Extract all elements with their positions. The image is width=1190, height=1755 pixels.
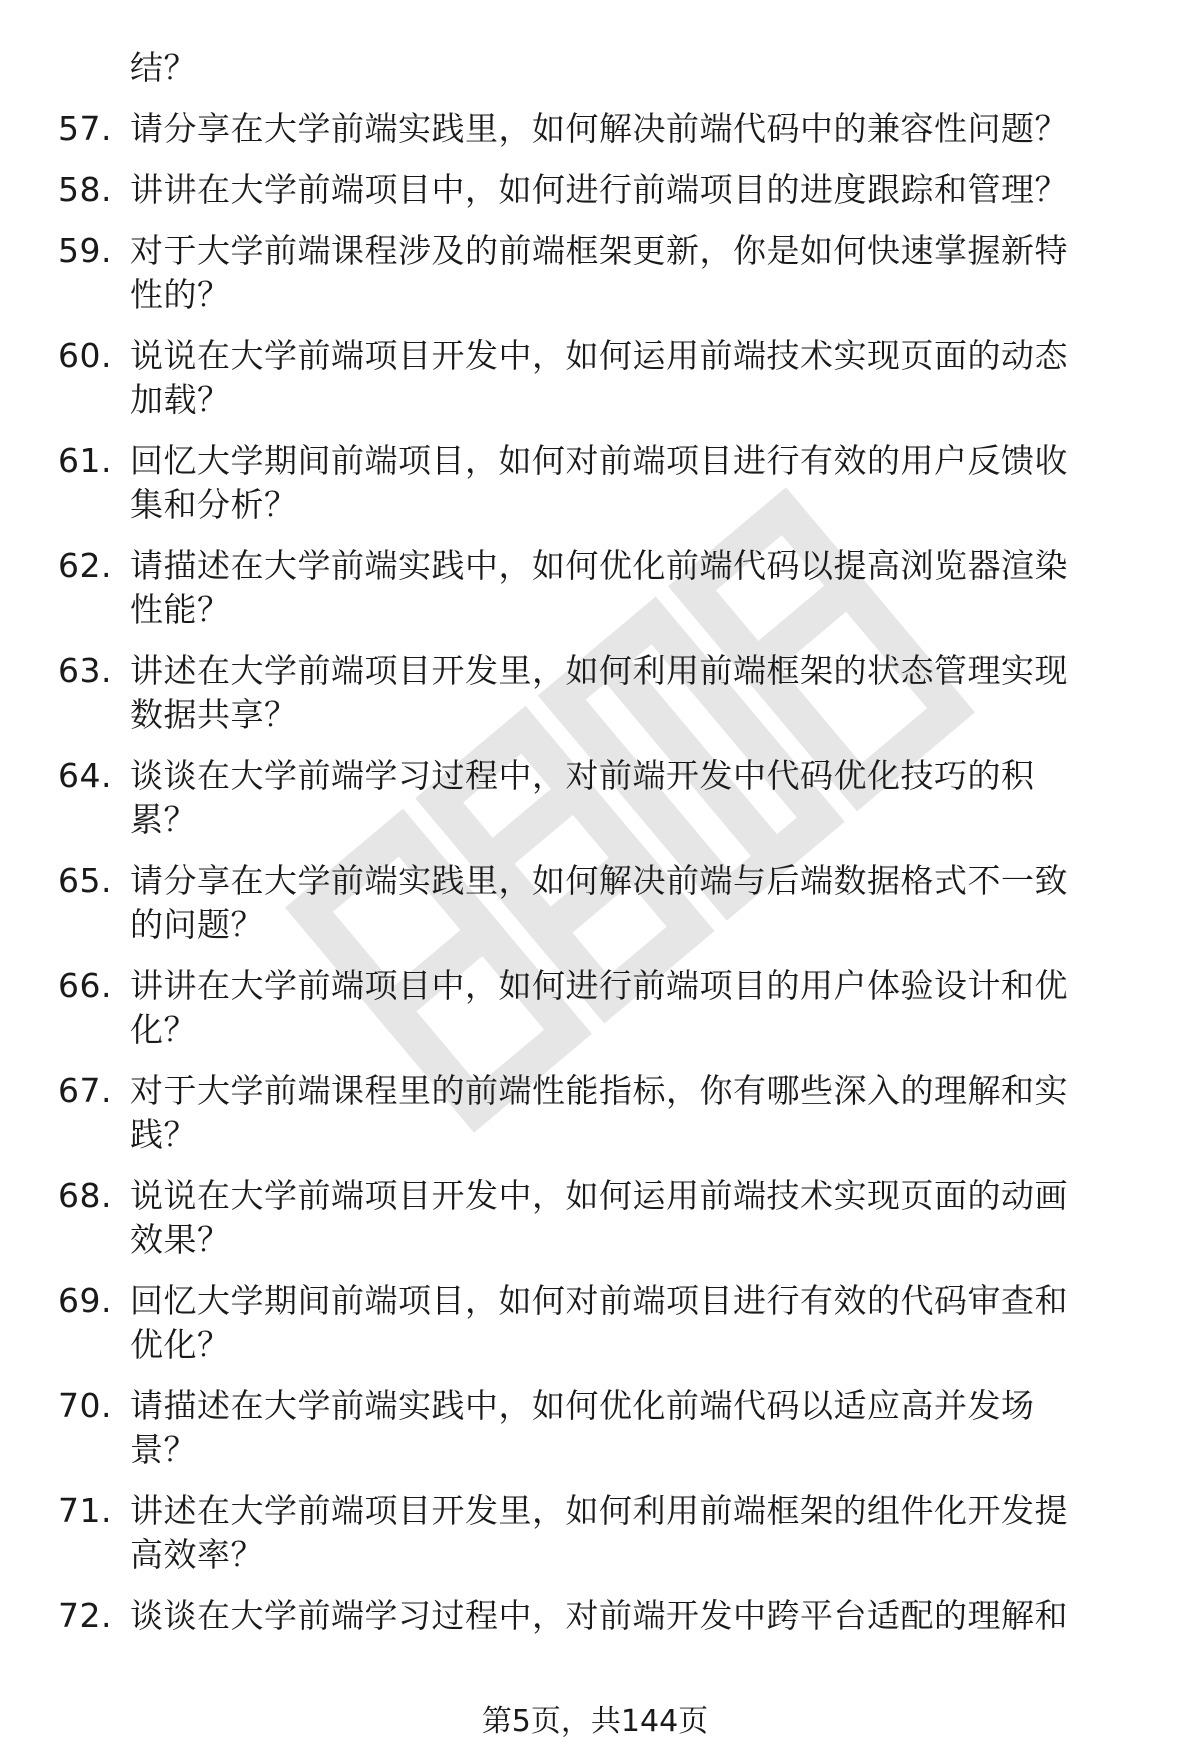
question-number: 63. xyxy=(58,651,112,690)
question-number: 64. xyxy=(58,756,112,795)
list-item xyxy=(0,334,1190,422)
list-item xyxy=(0,964,1190,1052)
question-text: 对于大学前端课程涉及的前端框架更新，你是如何快速掌握新特 性的？ xyxy=(130,231,1068,314)
question-number: 67. xyxy=(58,1071,112,1110)
question-number: 72. xyxy=(58,1596,112,1635)
question-text: 说说在大学前端项目开发中，如何运用前端技术实现页面的动态 加载？ xyxy=(130,336,1068,419)
question-text: 讲述在大学前端项目开发里，如何利用前端框架的组件化开发提 高效率？ xyxy=(130,1491,1068,1574)
list-item xyxy=(0,754,1190,842)
question-text: 请描述在大学前端实践中，如何优化前端代码以适应高并发场 景？ xyxy=(130,1386,1035,1469)
list-item xyxy=(0,229,1190,317)
page-number-footer: 第5页，共144页 xyxy=(481,1704,709,1739)
question-text: 说说在大学前端项目开发中，如何运用前端技术实现页面的动画 效果？ xyxy=(130,1176,1068,1259)
list-item xyxy=(0,1279,1190,1367)
question-number: 68. xyxy=(58,1176,112,1215)
question-text: 讲讲在大学前端项目中，如何进行前端项目的用户体验设计和优 化？ xyxy=(130,966,1068,1049)
question-number: 65. xyxy=(58,861,112,900)
list-item xyxy=(0,1174,1190,1262)
question-text: 结？ xyxy=(130,48,197,87)
list-item xyxy=(0,1594,1190,1638)
question-text: 讲述在大学前端项目开发里，如何利用前端框架的状态管理实现 数据共享？ xyxy=(130,651,1068,734)
question-number: 57. xyxy=(58,109,112,148)
question-list xyxy=(0,46,1190,1655)
list-item xyxy=(0,439,1190,527)
list-item xyxy=(0,168,1190,212)
list-item xyxy=(0,649,1190,737)
question-text: 请分享在大学前端实践里，如何解决前端与后端数据格式不一致 的问题？ xyxy=(130,861,1068,944)
question-text: 回忆大学期间前端项目，如何对前端项目进行有效的用户反馈收 集和分析？ xyxy=(130,441,1068,524)
question-number: 62. xyxy=(58,546,112,585)
question-text: 请分享在大学前端实践里，如何解决前端代码中的兼容性问题？ xyxy=(130,109,1068,148)
list-item xyxy=(0,1489,1190,1577)
list-item xyxy=(0,859,1190,947)
list-item xyxy=(0,1384,1190,1472)
question-number: 66. xyxy=(58,966,112,1005)
question-number: 61. xyxy=(58,441,112,480)
question-number: 59. xyxy=(58,231,112,270)
question-text: 谈谈在大学前端学习过程中，对前端开发中跨平台适配的理解和 xyxy=(130,1596,1068,1635)
question-number: 69. xyxy=(58,1281,112,1320)
question-text: 回忆大学期间前端项目，如何对前端项目进行有效的代码审查和 优化？ xyxy=(130,1281,1068,1364)
question-number: 71. xyxy=(58,1491,112,1530)
question-text: 请描述在大学前端实践中，如何优化前端代码以提高浏览器渲染 性能？ xyxy=(130,546,1068,629)
list-item xyxy=(0,1069,1190,1157)
question-number: 60. xyxy=(58,336,112,375)
question-number: 70. xyxy=(58,1386,112,1425)
question-number: 58. xyxy=(58,170,112,209)
list-item xyxy=(0,46,1190,90)
list-item xyxy=(0,544,1190,632)
list-item xyxy=(0,107,1190,151)
question-text: 谈谈在大学前端学习过程中，对前端开发中代码优化技巧的积 累？ xyxy=(130,756,1035,839)
question-text: 对于大学前端课程里的前端性能指标，你有哪些深入的理解和实 践？ xyxy=(130,1071,1068,1154)
question-text: 讲讲在大学前端项目中，如何进行前端项目的进度跟踪和管理？ xyxy=(130,170,1068,209)
